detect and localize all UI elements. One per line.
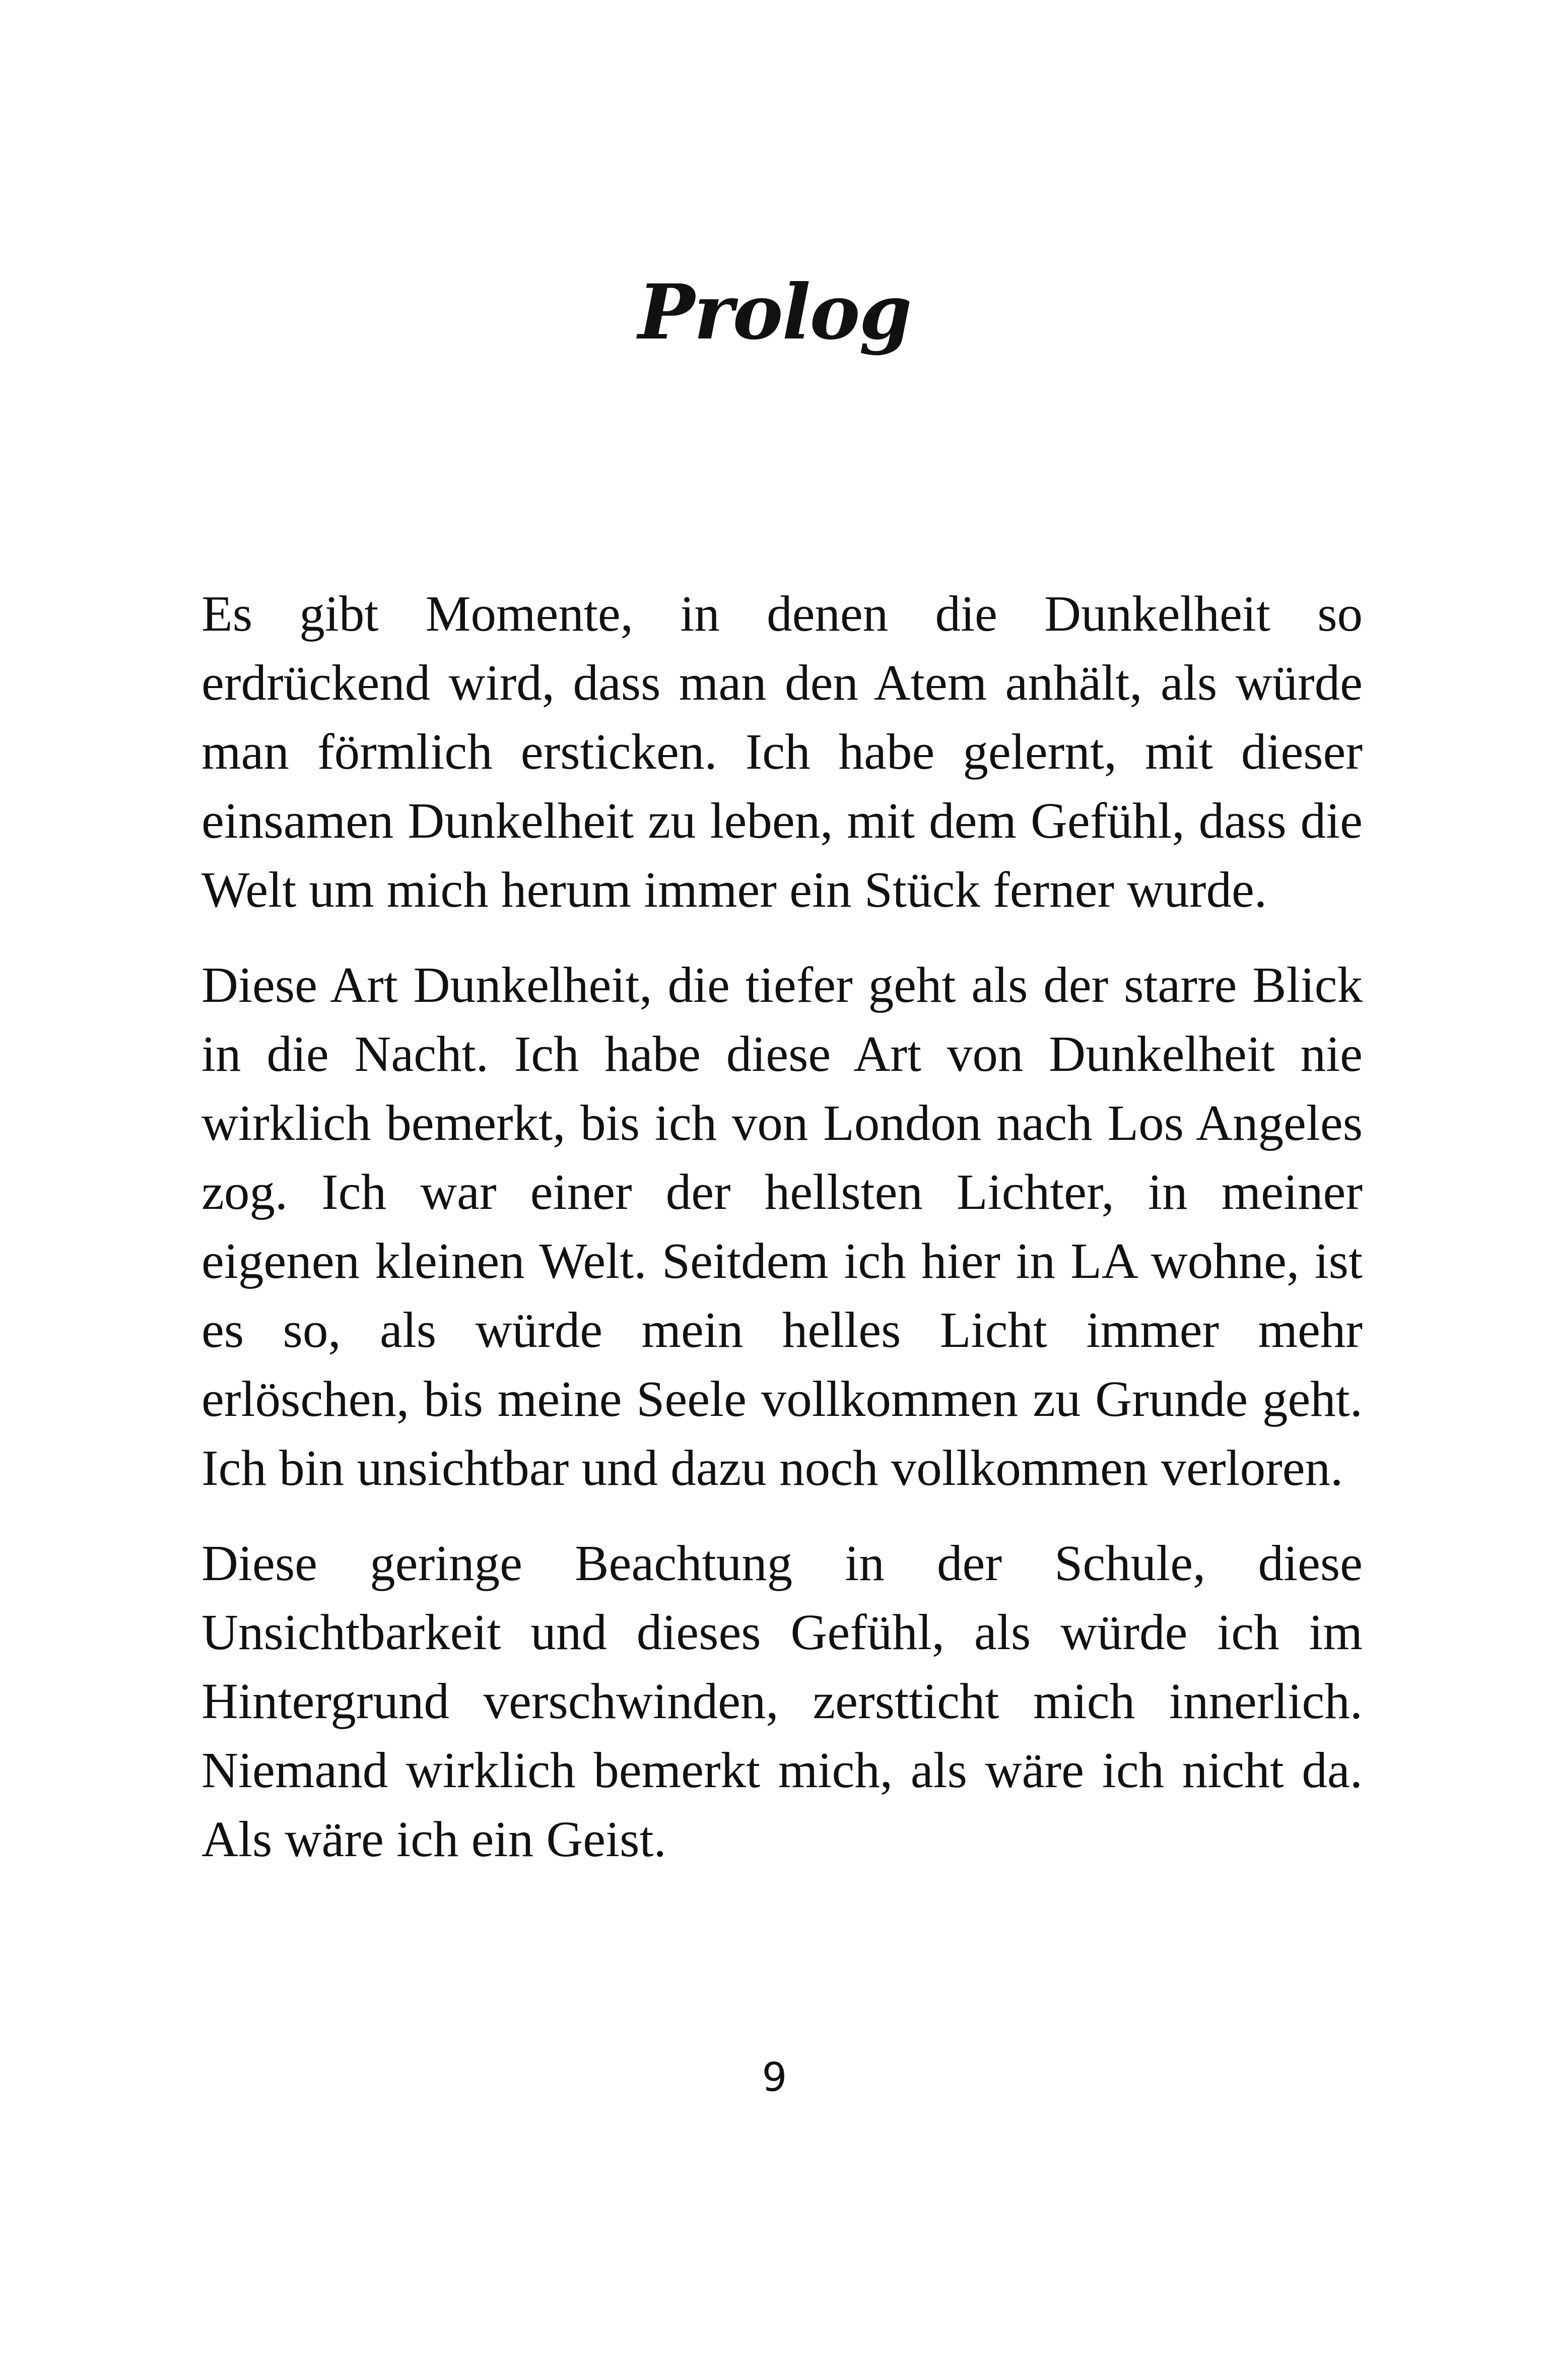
body-text [201, 579, 1363, 1900]
paragraph-3: Diese geringe Beachtung in der Schule, diese Unsichtbarkeit und dieses Gefühl, als würde ich im Hintergrund verschwinden, zerstticht mich innerlich. Niemand wirklich bemerkt mich, als wäre ich nicht da. Als wäre ich ein Geist. [201, 1535, 1363, 1867]
chapter-title: Prolog [638, 268, 911, 357]
page-number: 9 [762, 2055, 787, 2100]
paragraph-1: Es gibt Momente, in denen die Dunkelheit so erdrückend wird, dass man den Atem anhält, als würde man förmlich ersticken. Ich habe gelernt, mit dieser einsamen Dunkelheit zu leben, mit dem Gefühl, dass die Welt um mich herum immer ein Stück ferner wurde. [201, 585, 1363, 918]
paragraph-2: Diese Art Dunkelheit, die tiefer geht als der starre Blick in die Nacht. Ich habe diese Art von Dunkelheit nie wirklich bemerkt, bis ich von London nach Los Angeles zog. Ich war einer der hellsten Lichter, in meiner eigenen kleinen Welt. Seitdem ich hier in LA wohne, ist es so, als würde mein helles Licht immer mehr erlöschen, bis meine Seele vollkommen zu Grunde geht. Ich bin unsichtbar und dazu noch vollkommen verloren. [201, 957, 1363, 1496]
